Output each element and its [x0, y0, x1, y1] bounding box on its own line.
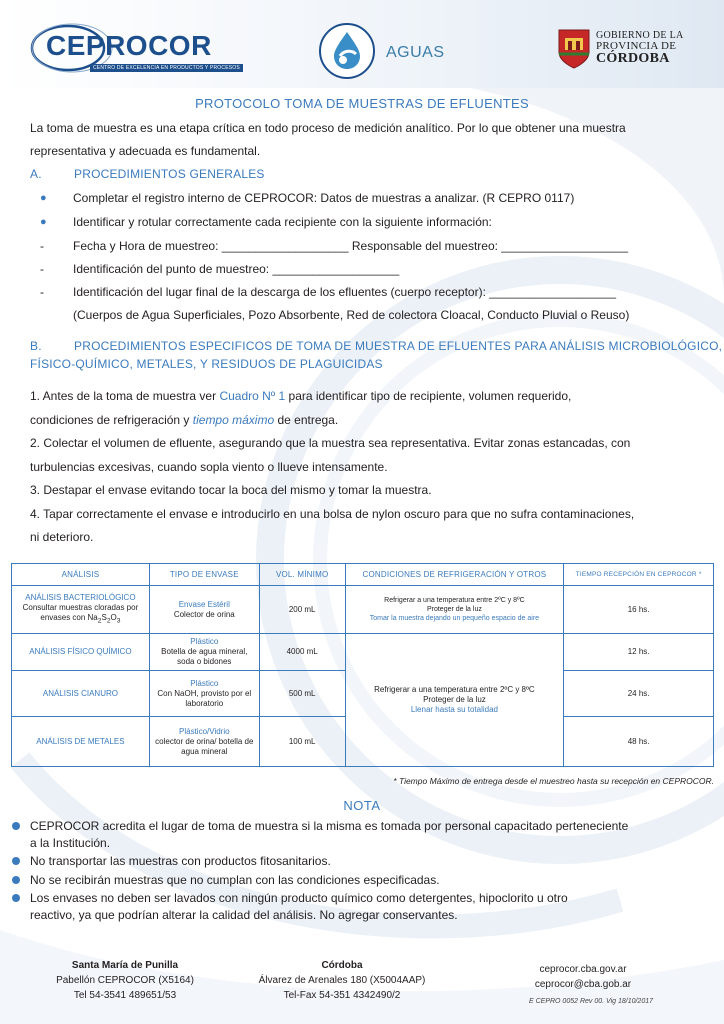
step-2: 2. Colectar el volumen de efluente, asegurando que la muestra sea representativa. Evitar zonas estancadas, con [30, 436, 631, 450]
list-item: No transportar las muestras con productos fitosanitarios. [12, 853, 712, 870]
table-row [12, 634, 714, 671]
intro-line2: representativa y adecuada es fundamental. [30, 144, 261, 158]
cell-volumen: 4000 mL [259, 634, 345, 671]
step-2-cont: turbulencias excesivas, cuando sopla viento o llueve intensamente. [30, 459, 388, 474]
header-tipo-envase: TIPO DE ENVASE [149, 564, 259, 586]
email-link[interactable]: ceprocor@cba.gob.ar [534, 979, 632, 990]
footer-contact [508, 962, 658, 992]
cell-analisis: ANÁLISIS DE METALES [12, 717, 150, 767]
header-vol-minimo: VOL. MÍNIMO [259, 564, 345, 586]
cell-envase: Plástico Con NaOH, provisto por el laboratorio [149, 671, 259, 717]
section-a-letter: A. [30, 167, 42, 181]
intro-line1: La toma de muestra es una etapa crítica en todo proceso de medición analítico. Por lo que obtener una muestra [30, 121, 626, 135]
list-item: No se recibirán muestras que no cumplan con las condiciones especificadas. [12, 872, 712, 889]
aguas-logo [318, 22, 458, 82]
section-b-letter: B. [30, 339, 42, 353]
section-a-title: PROCEDIMIENTOS GENERALES [74, 167, 265, 181]
step-3: 3. Destapar el envase evitando tocar la boca del mismo y tomar la muestra. [30, 483, 432, 497]
footer-address-cordoba: Córdoba Álvarez de Arenales 180 (X5004AAP) Tel-Fax 54-351 4342490/2 [258, 960, 426, 1001]
cell-condiciones: Refrigerar a una temperatura entre 2ºC y 8ºC Proteger de la luz Tomar la muestra dejando un pequeño espacio de aire [345, 586, 564, 634]
aguas-logo-text: AGUAS [386, 44, 445, 61]
cell-envase: Plástico/Vidrio colector de orina/ botella de agua mineral [149, 717, 259, 767]
cell-analisis: ANÁLISIS CIANURO [12, 671, 150, 717]
intro-paragraph [30, 120, 626, 160]
cell-envase: Envase Estéril Colector de orina [149, 586, 259, 634]
ceprocor-logo-word: CEPROCOR [46, 30, 212, 61]
bullet-icon [12, 822, 20, 830]
header-tiempo: TIEMPO RECEPCIÓN EN CEPROCOR * [564, 564, 714, 586]
cell-tiempo: 16 hs. [564, 586, 714, 634]
bullet-icon [12, 894, 20, 902]
procedure-steps [30, 385, 720, 550]
cell-tiempo: 24 hs. [564, 671, 714, 717]
website-link[interactable]: ceprocor.cba.gov.ar [539, 964, 627, 975]
cell-volumen: 200 mL [259, 586, 345, 634]
section-b-title-line1: PROCEDIMIENTOS ESPECIFICOS DE TOMA DE MUESTRA DE EFLUENTES PARA ANÁLISIS MICROBIOLÓGICO, [74, 339, 723, 353]
gob-line1: GOBIERNO DE LA [596, 30, 684, 41]
step-1-cont: condiciones de refrigeración y tiempo máximo de entrega. [30, 412, 339, 427]
ceprocor-logo [28, 22, 243, 74]
bullet-icon [12, 857, 20, 865]
gob-line2: PROVINCIA DE [596, 40, 677, 52]
cell-envase: Plástico Botella de agua mineral, soda o bidones [149, 634, 259, 671]
cell-volumen: 500 mL [259, 671, 345, 717]
page-title: PROTOCOLO TOMA DE MUESTRAS DE EFLUENTES [195, 96, 529, 111]
nota-title: NOTA [343, 798, 381, 813]
dash-marker: - [40, 262, 44, 276]
cell-volumen: 100 mL [259, 717, 345, 767]
cell-tiempo: 48 hs. [564, 717, 714, 767]
gob-line3: CÓRDOBA [596, 51, 670, 66]
section-b-title-line2: FÍSICO-QUÍMICO, METALES, Y RESIDUOS DE PLAGUICIDAS [30, 357, 383, 371]
bullet-icon: ● [40, 216, 47, 228]
cell-tiempo: 12 hs. [564, 634, 714, 671]
water-drop-icon [318, 22, 378, 82]
table-footnote: * Tiempo Máximo de entrega desde el muestreo hasta su recepción en CEPROCOR. [393, 776, 714, 786]
section-a-heading [30, 167, 265, 181]
form-code: E CEPRO 0052 Rev 00. Vig 18/10/2017 [528, 998, 653, 1005]
header-condiciones: CONDICIONES DE REFRIGERACIÓN Y OTROS [345, 564, 564, 586]
dash-marker: - [40, 239, 44, 253]
ceprocor-logo-subtitle: CENTRO DE EXCELENCIA EN PRODUCTOS Y PROCESOS [90, 64, 243, 72]
bullet-icon: ● [40, 192, 47, 204]
coat-of-arms-icon [556, 26, 592, 70]
gobierno-cordoba-logo [556, 26, 706, 72]
table-row [12, 586, 714, 634]
step-4-cont: ni deterioro. [30, 530, 94, 544]
cell-analisis: ANÁLISIS BACTERIOLÓGICO Consultar muestras cloradas por envases con $Na_2S_2O_3$ [12, 586, 150, 634]
step-1: 1. Antes de la toma de muestra ver Cuadro Nº 1 para identificar tipo de recipiente, volumen requerido, [30, 389, 572, 403]
list-item: CEPROCOR acredita el lugar de toma de muestra si la misma es tomada por personal capacitado perteneciente a la Institución. [12, 818, 712, 852]
sampling-table [11, 563, 714, 767]
header-analisis: ANÁLISIS [12, 564, 150, 586]
list-item: Los envases no deben ser lavados con ningún producto químico como detergentes, hipoclorito u otro reactivo, ya que podrían alterar la calidad del análisis. No agregar conservantes. [12, 890, 712, 924]
bullet-icon [12, 876, 20, 884]
cell-condiciones-merged: Refrigerar a una temperatura entre 2ºC y 8ºC Proteger de la luz Llenar hasta su totalidad [345, 634, 564, 767]
section-b-heading [30, 337, 722, 373]
document-page: CEPROCOR CENTRO DE EXCELENCIA EN PRODUCTOS Y PROCESOS AGUAS GOBIERNO DE LA PROVINCIA DE CÓRDOBA PROTOCOLO TOMA DE MUESTRAS DE EFLUENTES La toma de muestra es una etapa crítica en todo proceso de medición analítico. Por lo que obtener una muestra representativa y adecuada es fundamental. A. PROCEDIMIENTOS GENERALES ● Completar el registro interno de CEPROCOR: Datos de muestras a analizar. (R CEPRO 0117) ● Identificar y rotular correctamente cada recipiente con la siguiente información: - Fecha y Hora de muestreo: ___________________ Responsable del muestreo: ___________________ - Identificación del punto de muestreo: ___________________ - Identificación del lugar final de la descarga de los efluentes (cuerpo receptor): ___________________ (Cuerpos de Agua Superficiales, Pozo Absorbente, Red de colectora Cloacal, Conducto Pluvial o Reuso) B. PROCEDIMIENTOS ESPECIFICOS DE TOMA DE MUESTRA DE EFLUENTES PARA ANÁLISIS MICROBIOLÓGICO, FÍSICO-QUÍMICO, METALES, Y RESIDUOS DE PLAGUICIDAS 1. Antes de la toma de muestra ver Cuadro Nº 1 para identificar tipo de recipiente, volumen requerido, condiciones de refrigeración y tiempo máximo de entrega. 2. Colectar el volumen de efluente, asegurando que la muestra sea representativa. Evitar zonas estancadas, con turbulencias excesivas, cuando sopla viento o llueve intensamente. 3. Destapar el envase evitando tocar la boca del mismo y tomar la muestra. 4. Tapar correctamente el envase e introducirlo en una bolsa de nylon oscuro para que no sufra contaminaciones, ni deterioro. ANÁLISIS TIPO DE ENVASE VOL. MÍNIMO CONDICIONES DE REFRIGERACIÓN Y OTROS TIEMPO RECEPCIÓN EN CEPROCOR * ANÁLISIS BACTERIOLÓGICO Consultar muestras cloradas por envases con $Na_2S_2O_3$ Envase Estéril Colector de orina 200 mL Refrigerar a una temperatura entre 2ºC y 8ºC Proteger de la luz Tomar la muestra dejando un pequeño espacio de aire 16 hs. ANÁLISIS FÍSICO QUÍMICO Plástico Botella de agua mineral, soda o bidones 4000 mL Refrigerar a una temperatura entre 2ºC y 8ºC Proteger de la luz Llenar hasta su totalidad 12 hs. ANÁLISIS CIANURO Plástico Con NaOH, provisto por el laboratorio 500 mL 24 hs. ANÁLISIS DE METALES Plástico/Vidrio colector de orina/ botella de agua mineral 100 mL 48 hs. * Tiempo Máximo de entrega desde el muestreo hasta su recepción en CEPROCOR. NOTA CEPROCOR acredita el lugar de toma de muestra si la misma es tomada por personal capacitado perteneciente a la Institución. No transportar las muestras con productos fitosanitarios. No se recibirán muestras que no cumplan con las condiciones especificadas. Los envases no deben ser lavados con ningún producto químico como detergentes, hipoclorito u otro reactivo, ya que podrían alterar la calidad del análisis. No agregar conservantes. Santa María de Punilla Pabellón CEPROCOR (X5164) Tel 54-3541 489651/53 Córdoba Álvarez de Arenales 180 (X5004AAP) Tel-Fax 54-351 4342490/2 ceprocor.cba.gov.ar ceprocor@cba.gob.ar E CEPRO 0052 Rev 00. Vig 18/10/2017 [0, 0, 724, 1024]
step-4: 4. Tapar correctamente el envase e introducirlo en una bolsa de nylon oscuro para que no sufra contaminaciones, [30, 506, 635, 521]
table-header-row [12, 564, 714, 586]
cell-analisis: ANÁLISIS FÍSICO QUÍMICO [12, 634, 150, 671]
cuadro-link[interactable]: Cuadro Nº 1 [219, 389, 286, 403]
dash-marker: - [40, 285, 44, 299]
header [0, 0, 724, 90]
footer-address-punilla: Santa María de Punilla Pabellón CEPROCOR (X5164) Tel 54-3541 489651/53 [56, 960, 194, 1001]
